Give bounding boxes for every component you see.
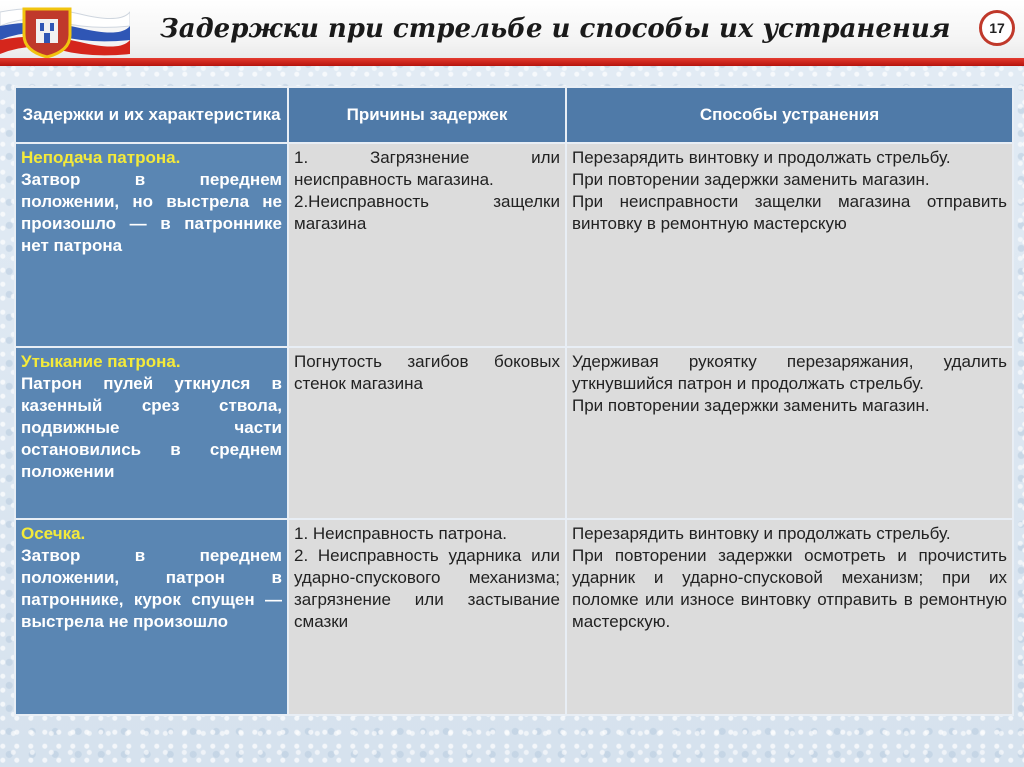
remedies-cell bbox=[566, 347, 1013, 519]
delay-description: Затвор в переднем положении, но выстрела не произошло — в патроннике нет патрона bbox=[21, 170, 282, 255]
delay-cell bbox=[15, 347, 288, 519]
table-header-row bbox=[15, 87, 1013, 143]
delay-name: Утыкание патрона. bbox=[21, 352, 181, 371]
cause-item: 1. Загрязнение или неисправность магазина. bbox=[294, 148, 560, 189]
remedy-item: При повторении задержки заменить магазин. bbox=[572, 170, 930, 189]
remedy-item: Удерживая рукоятку перезаряжания, удалить уткнувшийся патрон и продолжать стрельбу. bbox=[572, 352, 1007, 393]
remedy-item: Перезарядить винтовку и продолжать стрельбу. bbox=[572, 524, 951, 543]
cause-item: Погнутость загибов боковых стенок магазина bbox=[294, 352, 560, 393]
delay-description: Патрон пулей уткнулся в казенный срез ствола, подвижные части остановились в среднем положении bbox=[21, 374, 282, 481]
cause-item: 2.Неисправность защелки магазина bbox=[294, 192, 560, 233]
delay-cell bbox=[15, 143, 288, 347]
remedies-cell bbox=[566, 519, 1013, 715]
delays-table bbox=[14, 86, 1014, 716]
delay-cell bbox=[15, 519, 288, 715]
remedies-cell bbox=[566, 143, 1013, 347]
page-title: Задержки при стрельбе и способы их устранения bbox=[160, 14, 951, 44]
column-header: Способы устранения bbox=[566, 87, 1013, 143]
column-header: Задержки и их характеристика bbox=[15, 87, 288, 143]
causes-cell bbox=[288, 143, 566, 347]
emblem-icon bbox=[20, 5, 74, 59]
cause-item: 2. Неисправность ударника или ударно-спускового механизма; загрязнение или застывание смазки bbox=[294, 546, 560, 631]
delay-name: Неподача патрона. bbox=[21, 148, 181, 167]
causes-cell bbox=[288, 519, 566, 715]
remedy-item: Перезарядить винтовку и продолжать стрельбу. bbox=[572, 148, 951, 167]
delay-name: Осечка. bbox=[21, 524, 86, 543]
remedy-item: При повторении задержки осмотреть и прочистить ударник и ударно-спусковой механизм; при их поломке или износе винтовку отправить в ремонтную мастерскую. bbox=[572, 546, 1007, 631]
table-row bbox=[15, 347, 1013, 519]
header-divider bbox=[0, 58, 1024, 66]
page-number-badge: 17 bbox=[979, 10, 1015, 46]
column-header: Причины задержек bbox=[288, 87, 566, 143]
causes-cell bbox=[288, 347, 566, 519]
table-row bbox=[15, 143, 1013, 347]
delay-description: Затвор в переднем положении, патрон в патроннике, курок спущен — выстрела не произошло bbox=[21, 546, 282, 631]
table-row bbox=[15, 519, 1013, 715]
remedy-item: При неисправности защелки магазина отправить винтовку в ремонтную мастерскую bbox=[572, 192, 1007, 233]
remedy-item: При повторении задержки заменить магазин. bbox=[572, 396, 930, 415]
cause-item: 1. Неисправность патрона. bbox=[294, 524, 508, 543]
slide-header bbox=[0, 0, 1024, 62]
